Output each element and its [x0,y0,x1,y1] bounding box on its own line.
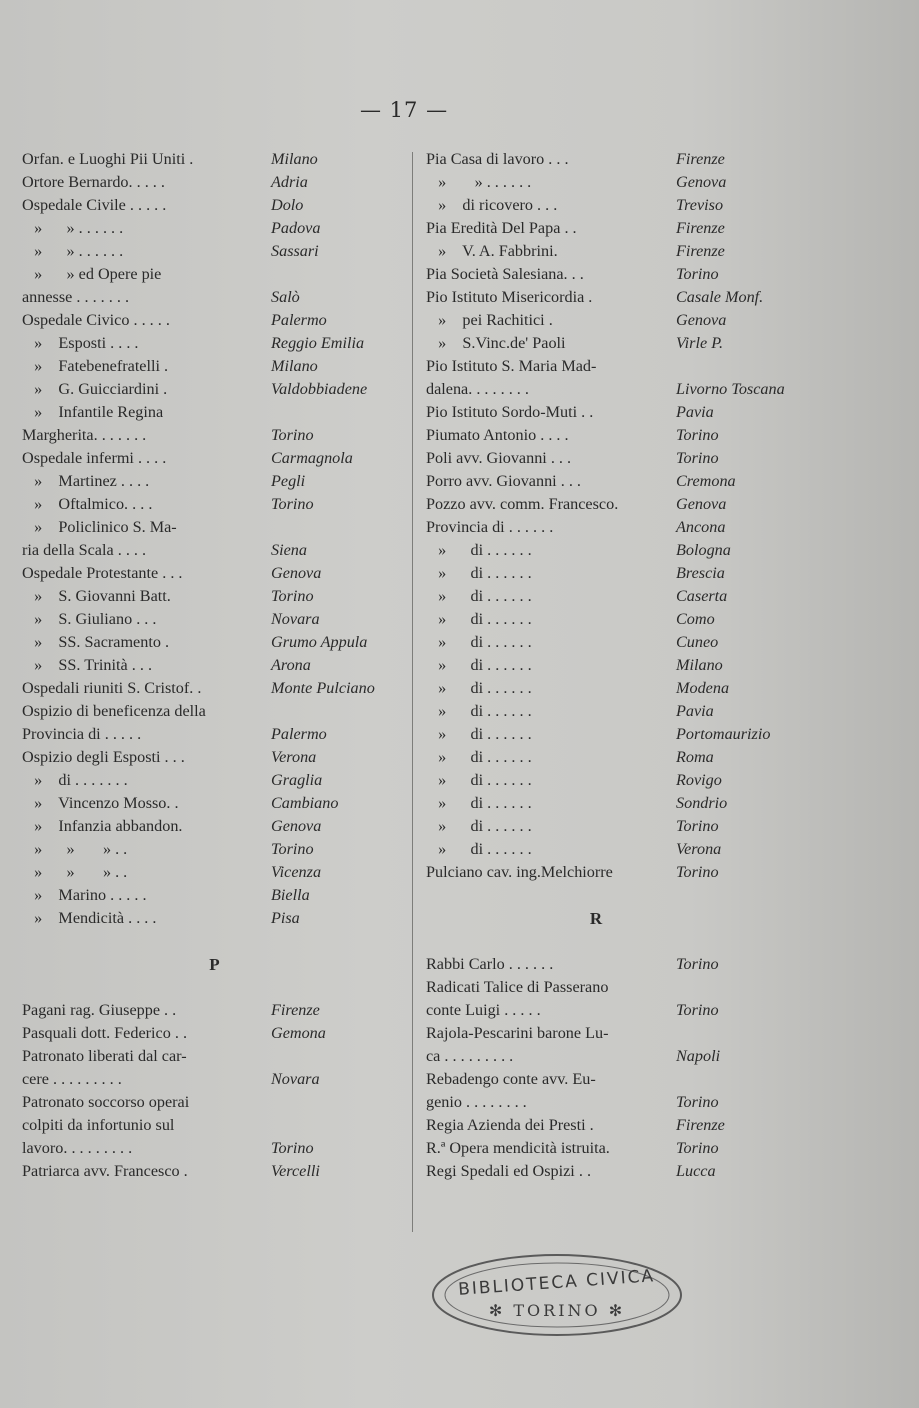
right-column [426,148,846,1183]
list-item [22,677,407,700]
entry-name: Provincia di . . . . . [22,725,142,743]
entry-city: Milano [271,357,318,375]
list-item [426,999,846,1022]
entry-name: Pia Società Salesiana. . . [426,265,584,283]
entry-city: Caserta [676,587,728,605]
list-item [426,585,846,608]
entry-name: Margherita. . . . . . . [22,426,147,444]
entry-name: » di . . . . . . [426,748,532,766]
entry-city: Gemona [271,1024,326,1042]
entry-city: Genova [676,495,727,513]
list-item [22,608,407,631]
entry-city: Dolo [271,196,304,214]
entry-city: Torino [676,1001,719,1019]
list-item [426,171,846,194]
entry-city: Torino [271,426,314,444]
entry-city: Cambiano [271,794,339,812]
list-item [426,217,846,240]
list-item [426,700,846,723]
entry-name: Patriarca avv. Francesco . [22,1162,188,1180]
entry-name: » Vincenzo Mosso. . [22,794,179,812]
entry-name: conte Luigi . . . . . [426,1001,541,1019]
entry-city: Arona [271,656,311,674]
list-item [22,378,407,401]
list-item [426,861,846,884]
entry-city: Torino [676,955,719,973]
list-item [426,677,846,700]
entry-city: Genova [676,311,727,329]
entry-city: Portomaurizio [676,725,771,743]
entry-name: » di . . . . . . [426,817,532,835]
entry-city: Torino [271,587,314,605]
list-item [22,815,407,838]
entry-city: Pavia [676,702,714,720]
list-item [426,263,846,286]
entry-city: Torino [676,265,719,283]
entry-name: Pio Istituto S. Maria Mad- [426,357,597,375]
entry-city: Modena [676,679,730,697]
svg-text:✻ TORINO ✻: ✻ TORINO ✻ [488,1301,626,1320]
entry-city: Padova [271,219,321,237]
list-item [22,1160,407,1183]
entry-name: » SS. Trinità . . . [22,656,152,674]
list-item [22,539,407,562]
entry-city: Pegli [271,472,306,490]
list-item [426,194,846,217]
list-item [426,516,846,539]
list-item [426,286,846,309]
entry-name: Ospedale infermi . . . . [22,449,167,467]
list-item [22,148,407,171]
list-item [426,470,846,493]
list-item [426,723,846,746]
entry-name: ca . . . . . . . . . [426,1047,514,1065]
entry-city: Firenze [271,1001,320,1019]
list-item [426,240,846,263]
entry-name: » Oftalmico. . . . [22,495,153,513]
entry-name: Pia Eredità Del Papa . . [426,219,577,237]
entry-city: Reggio Emilia [271,334,365,352]
entry-city: Palermo [271,311,327,329]
entry-city: Genova [271,564,322,582]
entry-name: Regia Azienda dei Presti . [426,1116,594,1134]
entry-city: Torino [676,426,719,444]
list-item [426,769,846,792]
list-item [22,999,407,1022]
entry-city: Roma [676,748,714,766]
entry-city: Cuneo [676,633,719,651]
stamp-graphic [428,1250,686,1340]
list-item [426,309,846,332]
entry-name: » » . . . . . . [426,173,532,191]
list-item [426,378,846,401]
list-item [22,585,407,608]
entry-name: » G. Guicciardini . [22,380,168,398]
list-item [22,332,407,355]
section-letter-r: R [589,909,603,928]
entry-city: Milano [676,656,723,674]
entry-name: » di . . . . . . [426,587,532,605]
entry-name: » Infantile Regina [22,403,164,421]
entry-name: Patronato liberati dal car- [22,1047,187,1065]
entry-name: Rebadengo conte avv. Eu- [426,1070,596,1088]
entry-name: » Infanzia abbandon. [22,817,183,835]
page-number: — 17 — [360,98,449,122]
entry-name: Ospedale Civile . . . . . [22,196,167,214]
list-item [426,746,846,769]
entry-name: » di . . . . . . [426,610,532,628]
entry-city: Torino [676,863,719,881]
list-item [426,148,846,171]
entry-name: Patronato soccorso operai [22,1093,190,1111]
entry-city: Genova [676,173,727,191]
entry-name: Poli avv. Giovanni . . . [426,449,572,467]
list-item [22,240,407,263]
entry-name: » di . . . . . . [426,541,532,559]
entry-name: » Mendicità . . . . [22,909,157,927]
entry-name: Pio Istituto Misericordia . [426,288,593,306]
list-item [426,976,846,999]
entry-name: » di . . . . . . [426,840,532,858]
list-item [22,286,407,309]
entry-name: » S. Giuliano . . . [22,610,157,628]
entry-name: » Fatebenefratelli . [22,357,169,375]
list-item [426,424,846,447]
entry-city: Verona [271,748,317,766]
list-item [22,1022,407,1045]
list-item [22,723,407,746]
list-item [426,631,846,654]
entry-city: Adria [271,173,308,191]
entry-name: » Martinez . . . . [22,472,150,490]
list-item [22,1091,407,1114]
entry-name: Ospizio degli Esposti . . . [22,748,185,766]
entry-name: Radicati Talice di Passerano [426,978,609,996]
entry-city: Firenze [676,150,725,168]
entry-name: » Policlinico S. Ma- [22,518,177,536]
entry-name: Pasquali dott. Federico . . [22,1024,187,1042]
entry-city: Graglia [271,771,323,789]
entry-city: Firenze [676,219,725,237]
list-item [22,1114,407,1137]
list-item [426,1045,846,1068]
list-item [426,562,846,585]
entry-city: Torino [271,840,314,858]
list-item [22,700,407,723]
entry-name: Pia Casa di lavoro . . . [426,150,569,168]
entry-city: Valdobbiadene [271,380,368,398]
entry-name: Ortore Bernardo. . . . . [22,173,165,191]
entry-city: Biella [271,886,310,904]
entry-name: » SS. Sacramento . [22,633,170,651]
list-item [22,907,407,930]
entry-city: Verona [676,840,722,858]
entry-city: Lucca [676,1162,716,1180]
list-item [426,401,846,424]
entry-city: Carmagnola [271,449,353,467]
section-letter-p: P [209,955,220,974]
list-item [22,746,407,769]
list-item [22,171,407,194]
entry-name: cere . . . . . . . . . [22,1070,122,1088]
list-item [426,1137,846,1160]
entry-city: Casale Monf. [676,288,764,306]
list-item [22,792,407,815]
entry-name: Pagani rag. Giuseppe . . [22,1001,177,1019]
entry-name: dalena. . . . . . . . [426,380,529,398]
entry-name: Ospedale Civico . . . . . [22,311,170,329]
list-item [22,861,407,884]
entry-name: » » . . . . . . [22,219,124,237]
entry-city: Sassari [271,242,319,260]
left-entry-list-p [22,999,407,1183]
entry-city: Sondrio [676,794,728,812]
list-item [22,631,407,654]
entry-name: » S. Giovanni Batt. [22,587,171,605]
entry-city: Bologna [676,541,731,559]
entry-name: » Marino . . . . . [22,886,147,904]
list-item [426,815,846,838]
entry-name: Ospedale Protestante . . . [22,564,183,582]
entry-name: » » ed Opere pie [22,265,162,283]
entry-city: Salò [271,288,300,306]
left-column [22,148,407,1183]
entry-city: Torino [271,495,314,513]
entry-city: Ancona [676,518,726,536]
entry-city: Monte Pulciano [271,679,375,697]
entry-name: R.ª Opera mendicità istruita. [426,1139,610,1157]
entry-city: Como [676,610,715,628]
entry-city: Novara [271,610,320,628]
list-item [22,493,407,516]
entry-name: » di . . . . . . [426,564,532,582]
entry-city: Vicenza [271,863,322,881]
list-item [22,654,407,677]
list-item [22,194,407,217]
list-item [22,447,407,470]
right-entry-list-r [426,953,846,1183]
entry-city: Firenze [676,242,725,260]
entry-name: Rabbi Carlo . . . . . . [426,955,554,973]
entry-name: » » » . . [22,840,128,858]
library-stamp [428,1250,686,1340]
list-item [426,792,846,815]
entry-city: Vercelli [271,1162,320,1180]
list-item [426,539,846,562]
entry-name: Provincia di . . . . . . [426,518,554,536]
list-item [22,884,407,907]
entry-name: » S.Vinc.de' Paoli [426,334,566,352]
entry-city: Napoli [676,1047,721,1065]
entry-city: Grumo Appula [271,633,368,651]
list-item [22,401,407,424]
entry-city: Palermo [271,725,327,743]
list-item [22,1137,407,1160]
entry-name: » di . . . . . . [426,656,532,674]
entry-name: » di ricovero . . . [426,196,558,214]
entry-name: Pozzo avv. comm. Francesco. [426,495,619,513]
entry-city: Treviso [676,196,724,214]
entry-name: Rajola-Pescarini barone Lu- [426,1024,609,1042]
entry-city: Pavia [676,403,714,421]
entry-name: » V. A. Fabbrini. [426,242,558,260]
entry-name: » Esposti . . . . [22,334,139,352]
entry-name: » di . . . . . . [426,725,532,743]
entry-city: Cremona [676,472,736,490]
left-entry-list [22,148,407,930]
list-item [426,654,846,677]
list-item [426,1068,846,1091]
svg-text:BIBLIOTECA CIVICA: BIBLIOTECA CIVICA [457,1266,656,1300]
entry-city: Milano [271,150,318,168]
entry-name: » di . . . . . . [426,702,532,720]
list-item [22,838,407,861]
list-item [22,1045,407,1068]
entry-name: » di . . . . . . [426,679,532,697]
list-item [22,217,407,240]
entry-city: Siena [271,541,307,559]
list-item [22,263,407,286]
list-item [426,1091,846,1114]
right-entry-list [426,148,846,884]
list-item [22,562,407,585]
entry-city: Torino [676,817,719,835]
entry-name: » di . . . . . . [426,771,532,789]
entry-city: Virle P. [676,334,724,352]
entry-name: Pio Istituto Sordo-Muti . . [426,403,594,421]
entry-name: » di . . . . . . . [22,771,128,789]
entry-name: » » » . . [22,863,128,881]
entry-city: Rovigo [676,771,722,789]
list-item [426,447,846,470]
entry-name: annesse . . . . . . . [22,288,129,306]
list-item [426,332,846,355]
entry-city: Livorno Toscana [676,380,785,398]
entry-name: Piumato Antonio . . . . [426,426,569,444]
entry-name: genio . . . . . . . . [426,1093,527,1111]
list-item [426,953,846,976]
entry-name: » pei Rachitici . [426,311,553,329]
list-item [426,355,846,378]
list-item [22,355,407,378]
list-item [426,1160,846,1183]
list-item [22,1068,407,1091]
entry-name: lavoro. . . . . . . . . [22,1139,133,1157]
list-item [426,1022,846,1045]
list-item [22,769,407,792]
entry-name: Ospizio di beneficenza della [22,702,206,720]
entry-name: Pulciano cav. ing.Melchiorre [426,863,613,881]
list-item [22,516,407,539]
entry-name: Regi Spedali ed Ospizi . . [426,1162,591,1180]
entry-city: Brescia [676,564,725,582]
entry-name: » di . . . . . . [426,633,532,651]
entry-name: » di . . . . . . [426,794,532,812]
list-item [426,493,846,516]
entry-city: Torino [271,1139,314,1157]
entry-city: Pisa [271,909,300,927]
entry-city: Torino [676,1139,719,1157]
list-item [426,608,846,631]
entry-name: Orfan. e Luoghi Pii Uniti . [22,150,194,168]
entry-name: Porro avv. Giovanni . . . [426,472,581,490]
entry-city: Firenze [676,1116,725,1134]
list-item [22,309,407,332]
entry-name: Ospedali riuniti S. Cristof. . [22,679,202,697]
list-item [22,470,407,493]
list-item [426,1114,846,1137]
entry-city: Torino [676,449,719,467]
entry-city: Novara [271,1070,320,1088]
entry-city: Torino [676,1093,719,1111]
entry-name: colpiti da infortunio sul [22,1116,175,1134]
list-item [22,424,407,447]
entry-name: » » . . . . . . [22,242,124,260]
entry-city: Genova [271,817,322,835]
list-item [426,838,846,861]
entry-name: ria della Scala . . . . [22,541,147,559]
column-divider [412,152,413,1232]
